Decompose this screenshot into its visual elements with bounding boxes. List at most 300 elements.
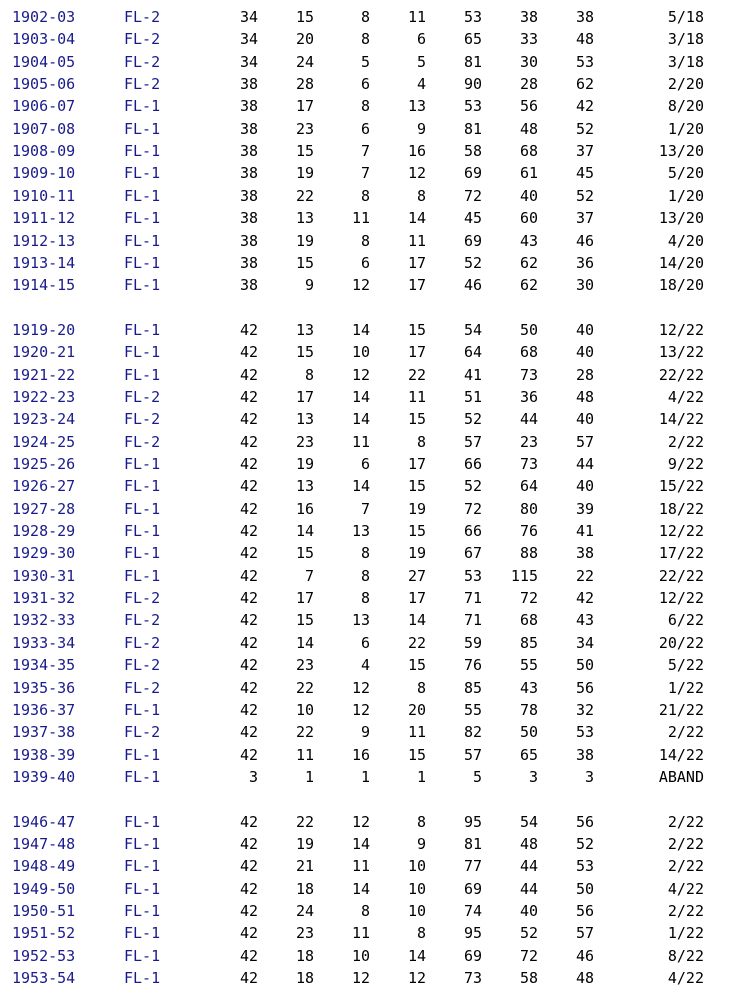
division-label: FL-2 <box>124 723 161 742</box>
won-cell: 18 <box>295 969 314 988</box>
season-link[interactable] <box>12 721 168 743</box>
position-cell: 2/22 <box>667 902 704 920</box>
won-cell: 10 <box>295 700 314 719</box>
lost-cell: 15 <box>407 522 426 541</box>
lost-cell: 4 <box>416 75 426 94</box>
position-cell: 4/22 <box>667 969 704 988</box>
season-label: 1908-09 <box>12 142 76 161</box>
season-label: 1950-51 <box>12 902 76 920</box>
drawn-cell: 6 <box>360 253 370 272</box>
division-label: FL-1 <box>124 209 161 228</box>
position-cell: 2/22 <box>667 834 704 853</box>
position-cell: ABAND <box>658 767 704 786</box>
played-cell: 42 <box>239 879 258 898</box>
season-link[interactable] <box>12 475 168 497</box>
season-link[interactable] <box>12 542 168 564</box>
position-cell: 1/22 <box>667 924 704 943</box>
goals-against-cell: 48 <box>519 834 538 853</box>
lost-cell: 22 <box>407 633 426 652</box>
goals-for-cell: 82 <box>463 723 482 742</box>
played-cell: 38 <box>239 119 258 138</box>
goals-for-cell: 53 <box>463 8 482 26</box>
goals-for-cell: 57 <box>463 745 482 764</box>
season-link[interactable] <box>12 632 168 654</box>
points-cell: 53 <box>575 723 594 742</box>
season-label: 1906-07 <box>12 97 76 116</box>
season-label: 1902-03 <box>12 8 76 26</box>
season-label: 1932-33 <box>12 611 76 630</box>
played-cell: 42 <box>239 365 258 384</box>
lost-cell: 27 <box>407 566 426 585</box>
season-link[interactable] <box>12 922 168 944</box>
played-cell: 38 <box>239 97 258 116</box>
table-row <box>0 945 730 967</box>
table-row <box>0 967 730 989</box>
points-cell: 3 <box>584 767 594 786</box>
season-link[interactable] <box>12 95 168 117</box>
season-link[interactable] <box>12 878 168 900</box>
position-cell: 22/22 <box>658 566 704 585</box>
lost-cell: 16 <box>407 142 426 161</box>
played-cell: 42 <box>239 812 258 831</box>
season-link[interactable] <box>12 967 168 989</box>
table-row <box>0 632 730 654</box>
season-label: 1948-49 <box>12 857 76 876</box>
season-link[interactable] <box>12 408 168 430</box>
goals-for-cell: 55 <box>463 700 482 719</box>
division-label: FL-2 <box>124 589 161 608</box>
season-link[interactable] <box>12 51 168 73</box>
season-link[interactable] <box>12 185 168 207</box>
lost-cell: 17 <box>407 589 426 608</box>
drawn-cell: 4 <box>360 656 370 675</box>
season-label: 1938-39 <box>12 745 76 764</box>
division-label: FL-1 <box>124 902 161 920</box>
goals-against-cell: 38 <box>519 8 538 26</box>
season-label: 1911-12 <box>12 209 76 228</box>
division-label: FL-1 <box>124 745 161 764</box>
played-cell: 42 <box>239 633 258 652</box>
played-cell: 38 <box>239 276 258 295</box>
season-label: 1947-48 <box>12 834 76 853</box>
drawn-cell: 7 <box>360 142 370 161</box>
won-cell: 22 <box>295 812 314 831</box>
season-link[interactable] <box>12 453 168 475</box>
points-cell: 40 <box>575 410 594 429</box>
position-cell: 13/20 <box>658 142 704 161</box>
position-cell: 3/18 <box>667 30 704 49</box>
lost-cell: 8 <box>416 924 426 943</box>
position-cell: 6/22 <box>667 611 704 630</box>
division-label: FL-1 <box>124 320 161 339</box>
season-label: 1931-32 <box>12 589 76 608</box>
won-cell: 11 <box>295 745 314 764</box>
season-label: 1935-36 <box>12 678 76 697</box>
drawn-cell: 8 <box>360 566 370 585</box>
position-cell: 5/18 <box>667 8 704 26</box>
lost-cell: 11 <box>407 231 426 250</box>
points-cell: 40 <box>575 343 594 362</box>
season-link[interactable] <box>12 28 168 50</box>
division-label: FL-1 <box>124 142 161 161</box>
season-label: 1933-34 <box>12 633 76 652</box>
goals-against-cell: 44 <box>519 410 538 429</box>
season-link[interactable] <box>12 207 168 229</box>
goals-for-cell: 57 <box>463 432 482 451</box>
season-link[interactable] <box>12 341 168 363</box>
lost-cell: 10 <box>407 857 426 876</box>
goals-for-cell: 5 <box>472 767 482 786</box>
table-row <box>0 453 730 475</box>
division-label: FL-2 <box>124 75 161 94</box>
table-row <box>0 498 730 520</box>
season-link[interactable] <box>12 140 168 162</box>
played-cell: 42 <box>239 320 258 339</box>
position-cell: 12/22 <box>658 320 704 339</box>
season-link[interactable] <box>12 319 168 341</box>
table-row <box>0 73 730 95</box>
drawn-cell: 11 <box>351 924 370 943</box>
season-link[interactable] <box>12 274 168 296</box>
season-label: 1949-50 <box>12 879 76 898</box>
played-cell: 42 <box>239 387 258 406</box>
position-cell: 12/22 <box>658 522 704 541</box>
played-cell: 42 <box>239 522 258 541</box>
goals-for-cell: 85 <box>463 678 482 697</box>
season-label: 1929-30 <box>12 544 76 563</box>
division-label: FL-1 <box>124 879 161 898</box>
table-row <box>0 386 730 408</box>
table-row <box>0 140 730 162</box>
drawn-cell: 8 <box>360 186 370 205</box>
won-cell: 9 <box>304 276 314 295</box>
table-row <box>0 565 730 587</box>
drawn-cell: 14 <box>351 834 370 853</box>
season-label: 1904-05 <box>12 52 76 71</box>
position-cell: 14/22 <box>658 410 704 429</box>
won-cell: 18 <box>295 946 314 965</box>
played-cell: 42 <box>239 902 258 920</box>
drawn-cell: 6 <box>360 119 370 138</box>
drawn-cell: 1 <box>360 767 370 786</box>
goals-for-cell: 54 <box>463 320 482 339</box>
season-link[interactable] <box>12 162 168 184</box>
table-row <box>0 900 730 922</box>
won-cell: 13 <box>295 209 314 228</box>
season-link[interactable] <box>12 855 168 877</box>
goals-against-cell: 50 <box>519 723 538 742</box>
lost-cell: 5 <box>416 52 426 71</box>
points-cell: 37 <box>575 142 594 161</box>
division-label: FL-2 <box>124 387 161 406</box>
goals-against-cell: 43 <box>519 678 538 697</box>
season-link[interactable] <box>12 431 168 453</box>
points-cell: 56 <box>575 902 594 920</box>
table-row <box>0 878 730 900</box>
goals-for-cell: 53 <box>463 97 482 116</box>
season-label: 1903-04 <box>12 30 76 49</box>
season-link[interactable] <box>12 118 168 140</box>
won-cell: 21 <box>295 857 314 876</box>
goals-against-cell: 68 <box>519 611 538 630</box>
played-cell: 42 <box>239 946 258 965</box>
drawn-cell: 10 <box>351 343 370 362</box>
played-cell: 42 <box>239 723 258 742</box>
goals-against-cell: 115 <box>510 566 538 585</box>
position-cell: 4/22 <box>667 879 704 898</box>
season-link[interactable] <box>12 654 168 676</box>
goals-for-cell: 52 <box>463 253 482 272</box>
goals-against-cell: 44 <box>519 857 538 876</box>
points-cell: 53 <box>575 857 594 876</box>
goals-for-cell: 81 <box>463 52 482 71</box>
played-cell: 38 <box>239 253 258 272</box>
table-row <box>0 699 730 721</box>
table-row <box>0 252 730 274</box>
played-cell: 38 <box>239 75 258 94</box>
won-cell: 17 <box>295 589 314 608</box>
season-label: 1920-21 <box>12 343 76 362</box>
goals-for-cell: 81 <box>463 119 482 138</box>
goals-against-cell: 48 <box>519 119 538 138</box>
drawn-cell: 8 <box>360 30 370 49</box>
season-link[interactable] <box>12 386 168 408</box>
points-cell: 48 <box>575 387 594 406</box>
goals-for-cell: 67 <box>463 544 482 563</box>
season-label: 1910-11 <box>12 186 76 205</box>
points-cell: 44 <box>575 455 594 473</box>
position-cell: 4/22 <box>667 387 704 406</box>
played-cell: 38 <box>239 164 258 183</box>
table-row <box>0 319 730 341</box>
drawn-cell: 8 <box>360 544 370 563</box>
season-label: 1926-27 <box>12 477 76 496</box>
division-label: FL-1 <box>124 455 161 473</box>
won-cell: 8 <box>304 365 314 384</box>
season-label: 1922-23 <box>12 387 76 406</box>
goals-for-cell: 71 <box>463 589 482 608</box>
season-link[interactable] <box>12 498 168 520</box>
season-link[interactable] <box>12 252 168 274</box>
played-cell: 42 <box>239 611 258 630</box>
won-cell: 13 <box>295 320 314 339</box>
goals-against-cell: 50 <box>519 320 538 339</box>
goals-against-cell: 56 <box>519 97 538 116</box>
goals-for-cell: 52 <box>463 410 482 429</box>
points-cell: 56 <box>575 678 594 697</box>
goals-against-cell: 72 <box>519 946 538 965</box>
division-label: FL-2 <box>124 611 161 630</box>
played-cell: 42 <box>239 477 258 496</box>
position-cell: 1/22 <box>667 678 704 697</box>
points-cell: 48 <box>575 30 594 49</box>
season-link[interactable] <box>12 609 168 631</box>
goals-against-cell: 3 <box>528 767 538 786</box>
goals-against-cell: 68 <box>519 142 538 161</box>
table-row <box>0 811 730 833</box>
points-cell: 22 <box>575 566 594 585</box>
goals-for-cell: 95 <box>463 924 482 943</box>
won-cell: 15 <box>295 142 314 161</box>
table-row <box>0 833 730 855</box>
position-cell: 8/22 <box>667 946 704 965</box>
season-link[interactable] <box>12 744 168 766</box>
season-link[interactable] <box>12 833 168 855</box>
goals-for-cell: 53 <box>463 566 482 585</box>
drawn-cell: 11 <box>351 857 370 876</box>
season-label: 1930-31 <box>12 566 76 585</box>
season-link[interactable] <box>12 364 168 386</box>
lost-cell: 1 <box>416 767 426 786</box>
division-label: FL-1 <box>124 253 161 272</box>
points-cell: 42 <box>575 97 594 116</box>
division-label: FL-2 <box>124 678 161 697</box>
played-cell: 42 <box>239 432 258 451</box>
division-label: FL-1 <box>124 767 161 786</box>
season-link[interactable] <box>12 811 168 833</box>
won-cell: 24 <box>295 902 314 920</box>
division-label: FL-2 <box>124 30 161 49</box>
lost-cell: 12 <box>407 164 426 183</box>
season-link[interactable] <box>12 699 168 721</box>
goals-against-cell: 43 <box>519 231 538 250</box>
position-cell: 2/22 <box>667 723 704 742</box>
position-cell: 3/18 <box>667 52 704 71</box>
played-cell: 42 <box>239 544 258 563</box>
goals-against-cell: 80 <box>519 499 538 518</box>
played-cell: 34 <box>239 30 258 49</box>
goals-against-cell: 85 <box>519 633 538 652</box>
drawn-cell: 12 <box>351 969 370 988</box>
division-label: FL-1 <box>124 477 161 496</box>
played-cell: 42 <box>239 656 258 675</box>
goals-against-cell: 33 <box>519 30 538 49</box>
goals-for-cell: 46 <box>463 276 482 295</box>
drawn-cell: 9 <box>360 723 370 742</box>
season-label: 1919-20 <box>12 320 76 339</box>
goals-for-cell: 66 <box>463 455 482 473</box>
played-cell: 42 <box>239 499 258 518</box>
won-cell: 28 <box>295 75 314 94</box>
drawn-cell: 13 <box>351 522 370 541</box>
season-link[interactable] <box>12 73 168 95</box>
goals-for-cell: 72 <box>463 186 482 205</box>
lost-cell: 20 <box>407 700 426 719</box>
season-link[interactable] <box>12 900 168 922</box>
points-cell: 57 <box>575 432 594 451</box>
goals-against-cell: 68 <box>519 343 538 362</box>
goals-for-cell: 69 <box>463 164 482 183</box>
played-cell: 42 <box>239 678 258 697</box>
lost-cell: 14 <box>407 946 426 965</box>
lost-cell: 9 <box>416 834 426 853</box>
season-link[interactable] <box>12 520 168 542</box>
season-label: 1934-35 <box>12 656 76 675</box>
position-cell: 14/22 <box>658 745 704 764</box>
season-link[interactable] <box>12 565 168 587</box>
division-label: FL-1 <box>124 97 161 116</box>
table-row <box>0 118 730 140</box>
drawn-cell: 5 <box>360 52 370 71</box>
goals-against-cell: 58 <box>519 969 538 988</box>
drawn-cell: 11 <box>351 432 370 451</box>
division-label: FL-1 <box>124 276 161 295</box>
table-row <box>0 609 730 631</box>
played-cell: 38 <box>239 231 258 250</box>
points-cell: 38 <box>575 745 594 764</box>
points-cell: 32 <box>575 700 594 719</box>
division-label: FL-1 <box>124 924 161 943</box>
won-cell: 19 <box>295 231 314 250</box>
goals-for-cell: 74 <box>463 902 482 920</box>
table-row <box>0 341 730 363</box>
season-link[interactable] <box>12 587 168 609</box>
division-label: FL-1 <box>124 946 161 965</box>
season-link[interactable] <box>12 945 168 967</box>
season-label: 1952-53 <box>12 946 76 965</box>
won-cell: 23 <box>295 656 314 675</box>
lost-cell: 14 <box>407 611 426 630</box>
season-link[interactable] <box>12 766 168 788</box>
goals-for-cell: 69 <box>463 946 482 965</box>
played-cell: 34 <box>239 52 258 71</box>
played-cell: 42 <box>239 589 258 608</box>
goals-against-cell: 73 <box>519 455 538 473</box>
played-cell: 34 <box>239 8 258 26</box>
division-label: FL-1 <box>124 164 161 183</box>
won-cell: 1 <box>304 767 314 786</box>
goals-for-cell: 45 <box>463 209 482 228</box>
division-label: FL-2 <box>124 8 161 26</box>
played-cell: 42 <box>239 857 258 876</box>
season-label: 1923-24 <box>12 410 76 429</box>
goals-for-cell: 71 <box>463 611 482 630</box>
position-cell: 1/20 <box>667 186 704 205</box>
goals-against-cell: 60 <box>519 209 538 228</box>
table-row <box>0 654 730 676</box>
points-cell: 56 <box>575 812 594 831</box>
points-cell: 38 <box>575 544 594 563</box>
goals-for-cell: 58 <box>463 142 482 161</box>
lost-cell: 6 <box>416 30 426 49</box>
table-row <box>0 766 730 788</box>
table-row <box>0 207 730 229</box>
goals-against-cell: 55 <box>519 656 538 675</box>
won-cell: 24 <box>295 52 314 71</box>
lost-cell: 8 <box>416 186 426 205</box>
played-cell: 38 <box>239 186 258 205</box>
goals-for-cell: 81 <box>463 834 482 853</box>
points-cell: 46 <box>575 231 594 250</box>
division-label: FL-2 <box>124 656 161 675</box>
season-link[interactable] <box>12 6 168 28</box>
won-cell: 13 <box>295 410 314 429</box>
season-link[interactable] <box>12 230 168 252</box>
drawn-cell: 12 <box>351 276 370 295</box>
played-cell: 42 <box>239 834 258 853</box>
goals-against-cell: 61 <box>519 164 538 183</box>
goals-against-cell: 88 <box>519 544 538 563</box>
season-link[interactable] <box>12 677 168 699</box>
drawn-cell: 8 <box>360 8 370 26</box>
table-row <box>0 162 730 184</box>
won-cell: 15 <box>295 544 314 563</box>
lost-cell: 13 <box>407 97 426 116</box>
position-cell: 2/22 <box>667 812 704 831</box>
position-cell: 2/22 <box>667 857 704 876</box>
goals-for-cell: 66 <box>463 522 482 541</box>
won-cell: 17 <box>295 97 314 116</box>
